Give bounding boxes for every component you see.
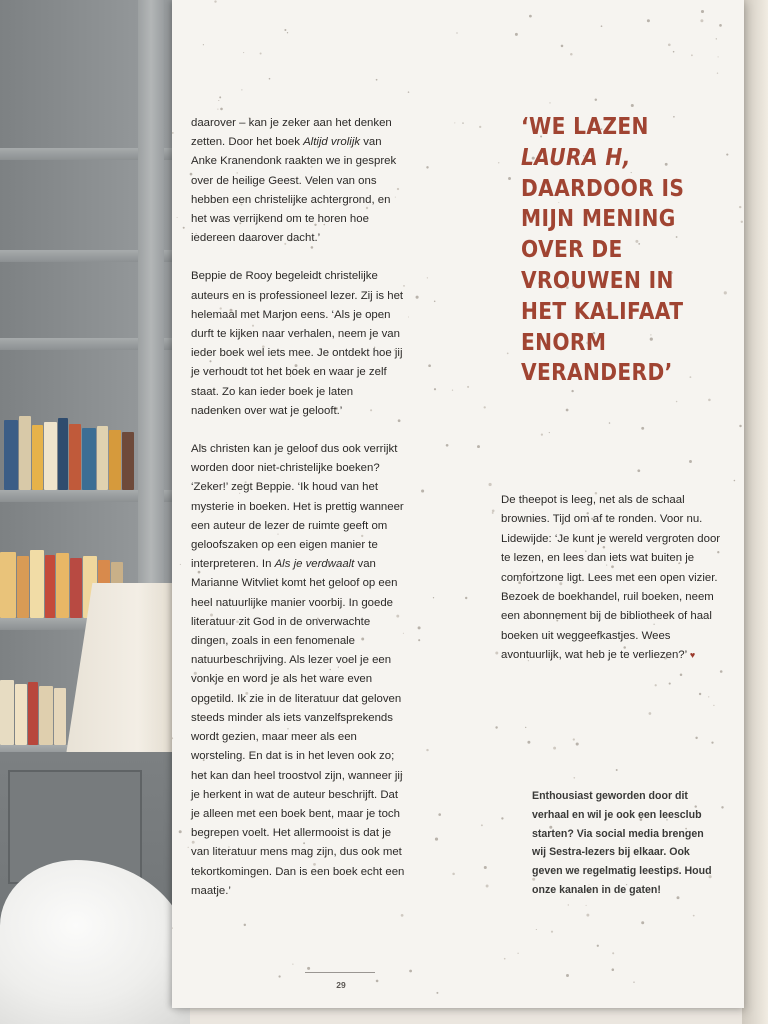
paper-speckle <box>434 388 436 390</box>
paper-speckle <box>691 54 693 56</box>
paper-speckle <box>713 705 714 706</box>
paper-speckle <box>668 43 671 46</box>
paper-speckle <box>408 91 410 93</box>
paper-speckle <box>421 489 424 492</box>
paper-speckle <box>426 749 428 751</box>
paper-speckle <box>573 738 575 740</box>
paper-speckle <box>434 301 436 303</box>
paper-speckle <box>673 51 675 53</box>
book-title: Altijd vrolijk <box>303 136 361 149</box>
paper-speckle <box>568 904 569 905</box>
book <box>32 425 43 490</box>
paper-speckle <box>669 683 671 685</box>
paper-speckle <box>220 108 223 111</box>
paper-speckle <box>720 670 723 673</box>
paper-speckle <box>680 673 683 676</box>
paper-speckle <box>492 509 495 512</box>
body-text: Beppie de Rooy begeleidt christelijke auteurs en is professioneel lezer. Zij is het helemaal met Marjon eens. ‘Als je open durft te kijken naar verhalen, neem je van ieder boek wel iets mee. Je ontdekt hoe jij je verhoudt tot het boek en waar je zelf staat. Zo kan ieder boek je laten nadenken over wat je gelooft.’ <box>191 270 404 417</box>
paper-speckle <box>739 206 741 208</box>
paper-speckle <box>172 927 173 929</box>
body-paragraph <box>191 440 405 901</box>
paper-speckle <box>243 52 244 53</box>
paper-speckle <box>180 564 181 565</box>
paper-speckle <box>700 19 703 22</box>
paper-speckle <box>693 915 695 917</box>
paper-speckle <box>586 914 589 917</box>
paper-speckle <box>498 162 499 163</box>
paper-speckle <box>649 712 652 715</box>
paper-speckle <box>214 0 216 2</box>
paper-speckle <box>633 982 634 983</box>
paper-speckle <box>741 221 743 223</box>
book <box>19 416 31 490</box>
paper-speckle <box>492 512 494 514</box>
paper-speckle <box>601 25 603 27</box>
book <box>56 553 69 618</box>
paper-speckle <box>699 693 701 695</box>
paper-speckle <box>292 963 293 964</box>
paper-speckle <box>595 99 597 101</box>
paper-speckle <box>426 166 428 168</box>
paper-speckle <box>408 317 409 318</box>
paper-speckle <box>495 726 497 728</box>
paper-speckle <box>612 952 614 954</box>
pull-quote <box>521 111 710 388</box>
right-text-column <box>501 491 723 666</box>
body-paragraph <box>191 114 405 248</box>
heart-icon: ♥ <box>689 650 696 661</box>
book <box>15 684 27 745</box>
book <box>28 682 38 745</box>
book <box>58 418 68 490</box>
paper-speckle <box>525 727 526 728</box>
paper-speckle <box>529 15 532 18</box>
paper-speckle <box>507 353 509 355</box>
paper-speckle <box>218 100 219 101</box>
page-number-rule <box>305 972 375 973</box>
paper-speckle <box>689 460 692 463</box>
book <box>4 420 18 490</box>
paper-speckle <box>479 126 481 128</box>
book <box>122 432 134 490</box>
paper-speckle <box>695 737 697 739</box>
body-paragraph <box>191 267 405 421</box>
paper-speckle <box>573 777 575 779</box>
paper-speckle <box>435 838 438 841</box>
paper-speckle <box>427 277 428 278</box>
paper-speckle <box>597 945 599 947</box>
closing-paragraph-text: De theepot is leeg, net als de schaal brownies. Tijd om af te ronden. Voor nu. Lidewijde: ‘Je kunt je wereld vergroten door te lezen, en lees dan iets wat buiten je comfortzone ligt. Lees met een open vizier. Bezoek de boekhandel, ruil boeken, neem een abonnement bij de bibliotheek of haal boeken uit weggeefkastjes. Wees avontuurlijk, wat heb je te verliezen?’ <box>501 494 721 662</box>
paper-speckle <box>508 177 511 180</box>
closing-paragraph <box>501 491 723 666</box>
paper-speckle <box>631 104 634 107</box>
paper-speckle <box>504 958 506 960</box>
left-text-column <box>191 114 405 920</box>
body-text: Als christen kan je geloof dus ook verrijkt worden door niet-christelijke boeken? ‘Zeker!’ zegt Beppie. ‘Ik houd van het mysterie in boeken. Het is prettig wanneer een auteur de lezer de ruimte geeft om geloofszaken op een eigen manier te interpreteren. In <box>191 443 404 571</box>
paper-speckle <box>527 741 530 744</box>
book <box>97 426 108 490</box>
book <box>30 550 44 618</box>
paper-speckle <box>418 639 420 641</box>
paper-speckle <box>179 830 182 833</box>
paper-speckle <box>724 291 727 294</box>
paper-speckle <box>177 217 178 218</box>
paper-speckle <box>416 296 419 299</box>
paper-speckle <box>495 652 498 655</box>
paper-speckle <box>269 78 271 80</box>
pull-quote-line: ‘WE LAZEN <box>521 112 649 140</box>
paper-speckle <box>452 873 455 876</box>
pull-quote-line: OVER DE <box>521 235 623 264</box>
paper-speckle <box>307 967 310 970</box>
paper-speckle <box>452 390 453 391</box>
paper-speckle <box>484 866 487 869</box>
paper-speckle <box>217 109 218 110</box>
paper-speckle <box>456 32 457 33</box>
body-text: van Marianne Witvliet komt het geloof op een heel natuurlijke manier voorbij. In goede literatuur zit God in de onverwachte dingen, zoals in een fenomenale natuurbeschrijving. Als lezer voel je een vonkje en word je als het ware even opgetild. Ik zie in de literatuur dat geloven steeds minder als iets vanzelfsprekends wordt gezien, maar meer als een worsteling. En dat is in het leven ook zo; het kan dan heel troostvol zijn, wanneer jij je herkent in wat de auteur beschrijft. Dat je alleen met een boek bent, maar je toch begrepen voelt. Het allermooist is dat je van literatuur mens mag zijn, dus ook met tekortkomingen. Dan is een boek echt een maatje.’ <box>191 558 405 897</box>
paper-speckle <box>549 102 550 103</box>
pull-quote-line: DAARDOOR IS <box>521 173 685 202</box>
book <box>70 558 82 618</box>
paper-speckle <box>462 122 463 123</box>
paper-speckle <box>465 597 467 599</box>
book <box>0 552 16 618</box>
wall <box>742 0 768 1024</box>
paper-speckle <box>172 737 173 739</box>
paper-speckle <box>501 817 503 819</box>
paper-speckle <box>708 696 709 697</box>
paper-speckle <box>718 56 719 57</box>
body-text: daarover – kan je zeker aan het denken zetten. Door het boek <box>191 117 392 149</box>
paper-speckle <box>721 806 723 808</box>
paper-speckle <box>454 122 455 123</box>
paper-speckle <box>655 684 657 686</box>
paper-speckle <box>241 89 242 90</box>
paper-speckle <box>219 96 221 98</box>
page-number: 29 <box>336 980 346 990</box>
book-title: Als je verdwaalt <box>274 558 355 571</box>
pull-quote-line: ENORM <box>521 327 607 356</box>
paper-speckle <box>203 44 204 45</box>
paper-speckle <box>376 79 378 81</box>
paper-speckle <box>641 427 644 430</box>
paper-speckle <box>541 434 543 436</box>
book <box>82 428 96 490</box>
magazine-page <box>172 0 744 1008</box>
paper-speckle <box>438 813 441 816</box>
paper-speckle <box>616 769 618 771</box>
paper-speckle <box>183 227 185 229</box>
paper-speckle <box>481 824 483 826</box>
paper-speckle <box>287 32 288 33</box>
callout-text: Enthousiast geworden door dit verhaal en wil je ook een leesclub starten? Via social media brengen wij Sestra-lezers bij elkaar. Ook geven we regelmatig leestips. Houd onze kanalen in de gaten! <box>532 790 712 896</box>
paper-speckle <box>489 483 492 486</box>
paper-speckle <box>549 432 550 433</box>
paper-speckle <box>486 885 489 888</box>
paper-speckle <box>428 364 431 367</box>
book <box>0 680 14 745</box>
paper-speckle <box>641 921 644 924</box>
paper-speckle <box>433 597 434 598</box>
paper-speckle <box>484 406 486 408</box>
paper-speckle <box>570 53 573 56</box>
book <box>17 556 29 618</box>
paper-speckle <box>376 980 379 983</box>
paper-speckle <box>536 929 537 930</box>
paper-speckle <box>676 401 678 403</box>
paper-speckle <box>409 970 412 973</box>
paper-speckle <box>566 974 569 977</box>
paper-speckle <box>172 132 174 134</box>
paper-speckle <box>576 742 579 745</box>
paper-speckle <box>188 847 189 848</box>
paper-speckle <box>708 399 711 402</box>
paper-speckle <box>734 480 736 482</box>
book <box>45 555 55 618</box>
paper-speckle <box>561 45 564 48</box>
paper-speckle <box>278 975 280 977</box>
paper-speckle <box>515 33 518 36</box>
paper-speckle <box>244 924 246 926</box>
paper-speckle <box>637 469 640 472</box>
pull-quote-line: HET KALIFAAT <box>521 296 684 325</box>
paper-speckle <box>436 992 438 994</box>
pull-quote-line: VERANDERD’ <box>521 358 673 387</box>
paper-speckle <box>647 19 650 22</box>
paper-speckle <box>418 626 421 629</box>
paper-speckle <box>586 905 587 906</box>
paper-speckle <box>612 968 615 971</box>
paper-speckle <box>701 10 704 13</box>
paper-speckle <box>566 409 569 412</box>
paper-speckle <box>726 154 728 156</box>
paper-speckle <box>553 747 556 750</box>
book <box>44 422 57 490</box>
paper-speckle <box>711 741 713 743</box>
paper-speckle <box>260 52 262 54</box>
paper-speckle <box>716 38 717 39</box>
paper-speckle <box>477 445 480 448</box>
book <box>54 688 66 745</box>
paper-speckle <box>467 386 469 388</box>
body-text: van Anke Kranendonk raakten we in gesprek over de heilige Geest. Velen van ons hebben een christelijke achtergrond, en het was verrijkend om te horen hoe iedereen daarover dacht.’ <box>191 136 397 245</box>
book <box>109 430 121 490</box>
paper-speckle <box>717 73 718 74</box>
paper-speckle <box>517 953 518 954</box>
pull-quote-line: VROUWEN IN <box>521 265 674 294</box>
pull-quote-line: MIJN MENING <box>521 204 676 233</box>
paper-speckle <box>284 29 286 31</box>
paper-speckle <box>719 24 722 27</box>
book <box>39 686 53 745</box>
paper-speckle <box>446 444 449 447</box>
paper-speckle <box>571 390 573 392</box>
paper-speckle <box>739 425 741 427</box>
paper-speckle <box>609 422 611 424</box>
book <box>69 424 81 490</box>
paper-speckle <box>551 931 553 933</box>
pull-quote-line: LAURA H, <box>521 142 631 171</box>
